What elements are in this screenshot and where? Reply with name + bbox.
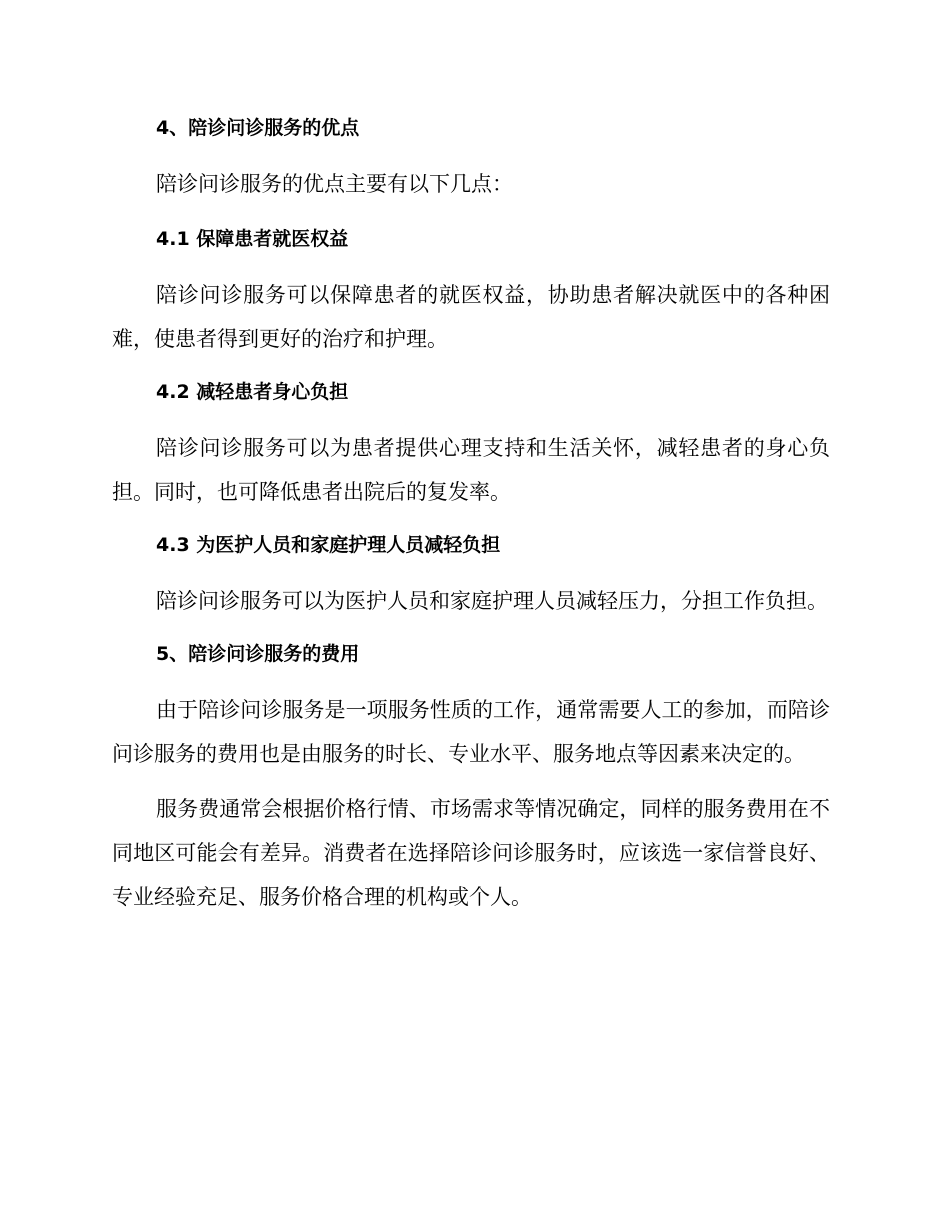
paragraph-4-3: 陪诊问诊服务可以为医护人员和家庭护理人员减轻压力，分担工作负担。: [156, 589, 828, 613]
section-heading-4-2: 4.2 减轻患者身心负担: [156, 381, 349, 403]
paragraph-5-2: 服务费通常会根据价格行情、市场需求等情况确定，同样的服务费用在不同地区可能会有差异。消费者在选择陪诊问诊服务时，应该选一家信誉良好、专业经验充足、服务价格合理的机构或个人。: [112, 797, 830, 909]
paragraph-4-intro: 陪诊问诊服务的优点主要有以下几点：: [156, 172, 513, 196]
document-body: [112, 108, 830, 930]
section-heading-4-1: 4.1 保障患者就医权益: [156, 228, 349, 250]
section-heading-4-3: 4.3 为医护人员和家庭护理人员减轻负担: [156, 534, 501, 556]
paragraph-5-1: 由于陪诊问诊服务是一项服务性质的工作，通常需要人工的参加，而陪诊问诊服务的费用也是由服务的时长、专业水平、服务地点等因素来决定的。: [112, 698, 830, 766]
section-heading-5: 5、陪诊问诊服务的费用: [156, 643, 360, 665]
paragraph-4-1: 陪诊问诊服务可以保障患者的就医权益，协助患者解决就医中的各种困难，使患者得到更好的治疗和护理。: [112, 283, 830, 351]
section-heading-4: 4、陪诊问诊服务的优点: [156, 117, 360, 139]
paragraph-4-2: 陪诊问诊服务可以为患者提供心理支持和生活关怀，减轻患者的身心负担。同时，也可降低患者出院后的复发率。: [112, 436, 830, 504]
